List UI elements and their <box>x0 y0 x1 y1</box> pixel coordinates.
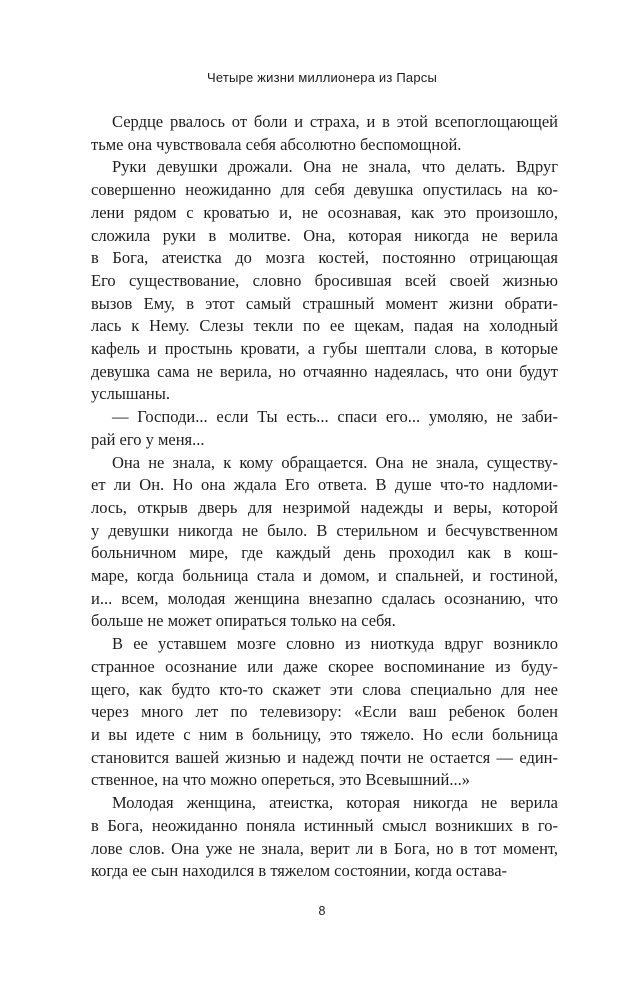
text-line: больше не может опираться только на себя. <box>91 611 396 631</box>
text-line: В ее уставшем мозге словно из ниоткуда вдруг возникло <box>112 634 558 654</box>
paragraph <box>91 633 558 792</box>
page-number: 8 <box>318 904 326 918</box>
text-line: маре, когда больница стала и домом, и спальней, и гостиной, <box>91 566 558 586</box>
text-block <box>91 111 558 883</box>
text-line: больничном мире, где каждый день проходил как в кош- <box>91 543 558 563</box>
text-line: — Господи... если Ты есть... спаси его... умоляю, не заби- <box>112 407 558 427</box>
text-line: становится вашей жизнью и надежд почти не остается — един- <box>91 747 558 767</box>
text-line: Его существование, словно бросившая всей своей жизнью <box>91 270 558 290</box>
text-line: девушка сама не верила, но отчаянно надеялась, что они будут <box>91 361 558 381</box>
text-line: совершенно неожиданно для себя девушка опустилась на ко- <box>91 180 558 200</box>
text-line: кафель и простынь кровати, а губы шептали слова, в которые <box>91 339 558 359</box>
text-line: Она не знала, к кому обращается. Она не знала, существу- <box>112 452 558 472</box>
text-line: в Бога, неожиданно поняла истинный смысл возникших в го- <box>91 815 558 835</box>
text-line: услышаны. <box>91 384 170 404</box>
text-line: Руки девушки дрожали. Она не знала, что делать. Вдруг <box>112 157 558 177</box>
paragraph <box>91 452 558 634</box>
text-line: щего, как будто кто-то скажет эти слова специально для нее <box>91 679 558 699</box>
text-line: лось, открыв дверь для незримой надежды и веры, которой <box>91 497 558 517</box>
text-line: у девушки никогда не было. В стерильном и бесчувственном <box>91 520 558 540</box>
text-line: и... всем, молодая женщина внезапно сдалась осознанию, что <box>91 588 558 608</box>
text-line: в Бога, атеистка до мозга костей, постоянно отрицающая <box>91 248 558 268</box>
running-header: Четыре жизни миллионера из Парсы <box>206 70 438 85</box>
paragraph <box>91 406 558 451</box>
text-line: через много лет по телевизору: «Если ваш ребенок болен <box>91 702 558 722</box>
text-line: лени рядом с кроватью и, не осознавая, как это произошло, <box>91 202 558 222</box>
text-line: рай его у меня... <box>91 429 205 449</box>
text-line: ет ли Он. Но она ждала Его ответа. В душе что-то надломи- <box>91 475 558 495</box>
text-line: тьме она чувствовала себя абсолютно беспомощной. <box>91 134 462 154</box>
text-line: и вы идете с ним в больницу, это тяжело. Но если больница <box>91 724 558 744</box>
text-line: сложила руки в молитве. Она, которая никогда не верила <box>91 225 558 245</box>
paragraph <box>91 111 558 156</box>
paragraph <box>91 156 558 406</box>
text-line: когда ее сын находился в тяжелом состоянии, когда остава- <box>91 861 508 881</box>
text-line: вызов Ему, в этот самый страшный момент жизни обрати- <box>91 293 558 313</box>
text-line: странное осознание или даже скорее воспоминание из буду- <box>91 656 558 676</box>
text-line: Молодая женщина, атеистка, которая никогда не верила <box>112 793 558 813</box>
text-line: Сердце рвалось от боли и страха, и в этой всепоглощающей <box>112 112 558 131</box>
text-line: лась к Нему. Слезы текли по ее щекам, падая на холодный <box>91 316 558 336</box>
text-line: лове слов. Она уже не знала, верит ли в Бога, но в тот момент, <box>91 838 558 858</box>
paragraph <box>91 792 558 883</box>
text-line: ственное, на что можно опереться, это Всевышний...» <box>91 770 470 790</box>
